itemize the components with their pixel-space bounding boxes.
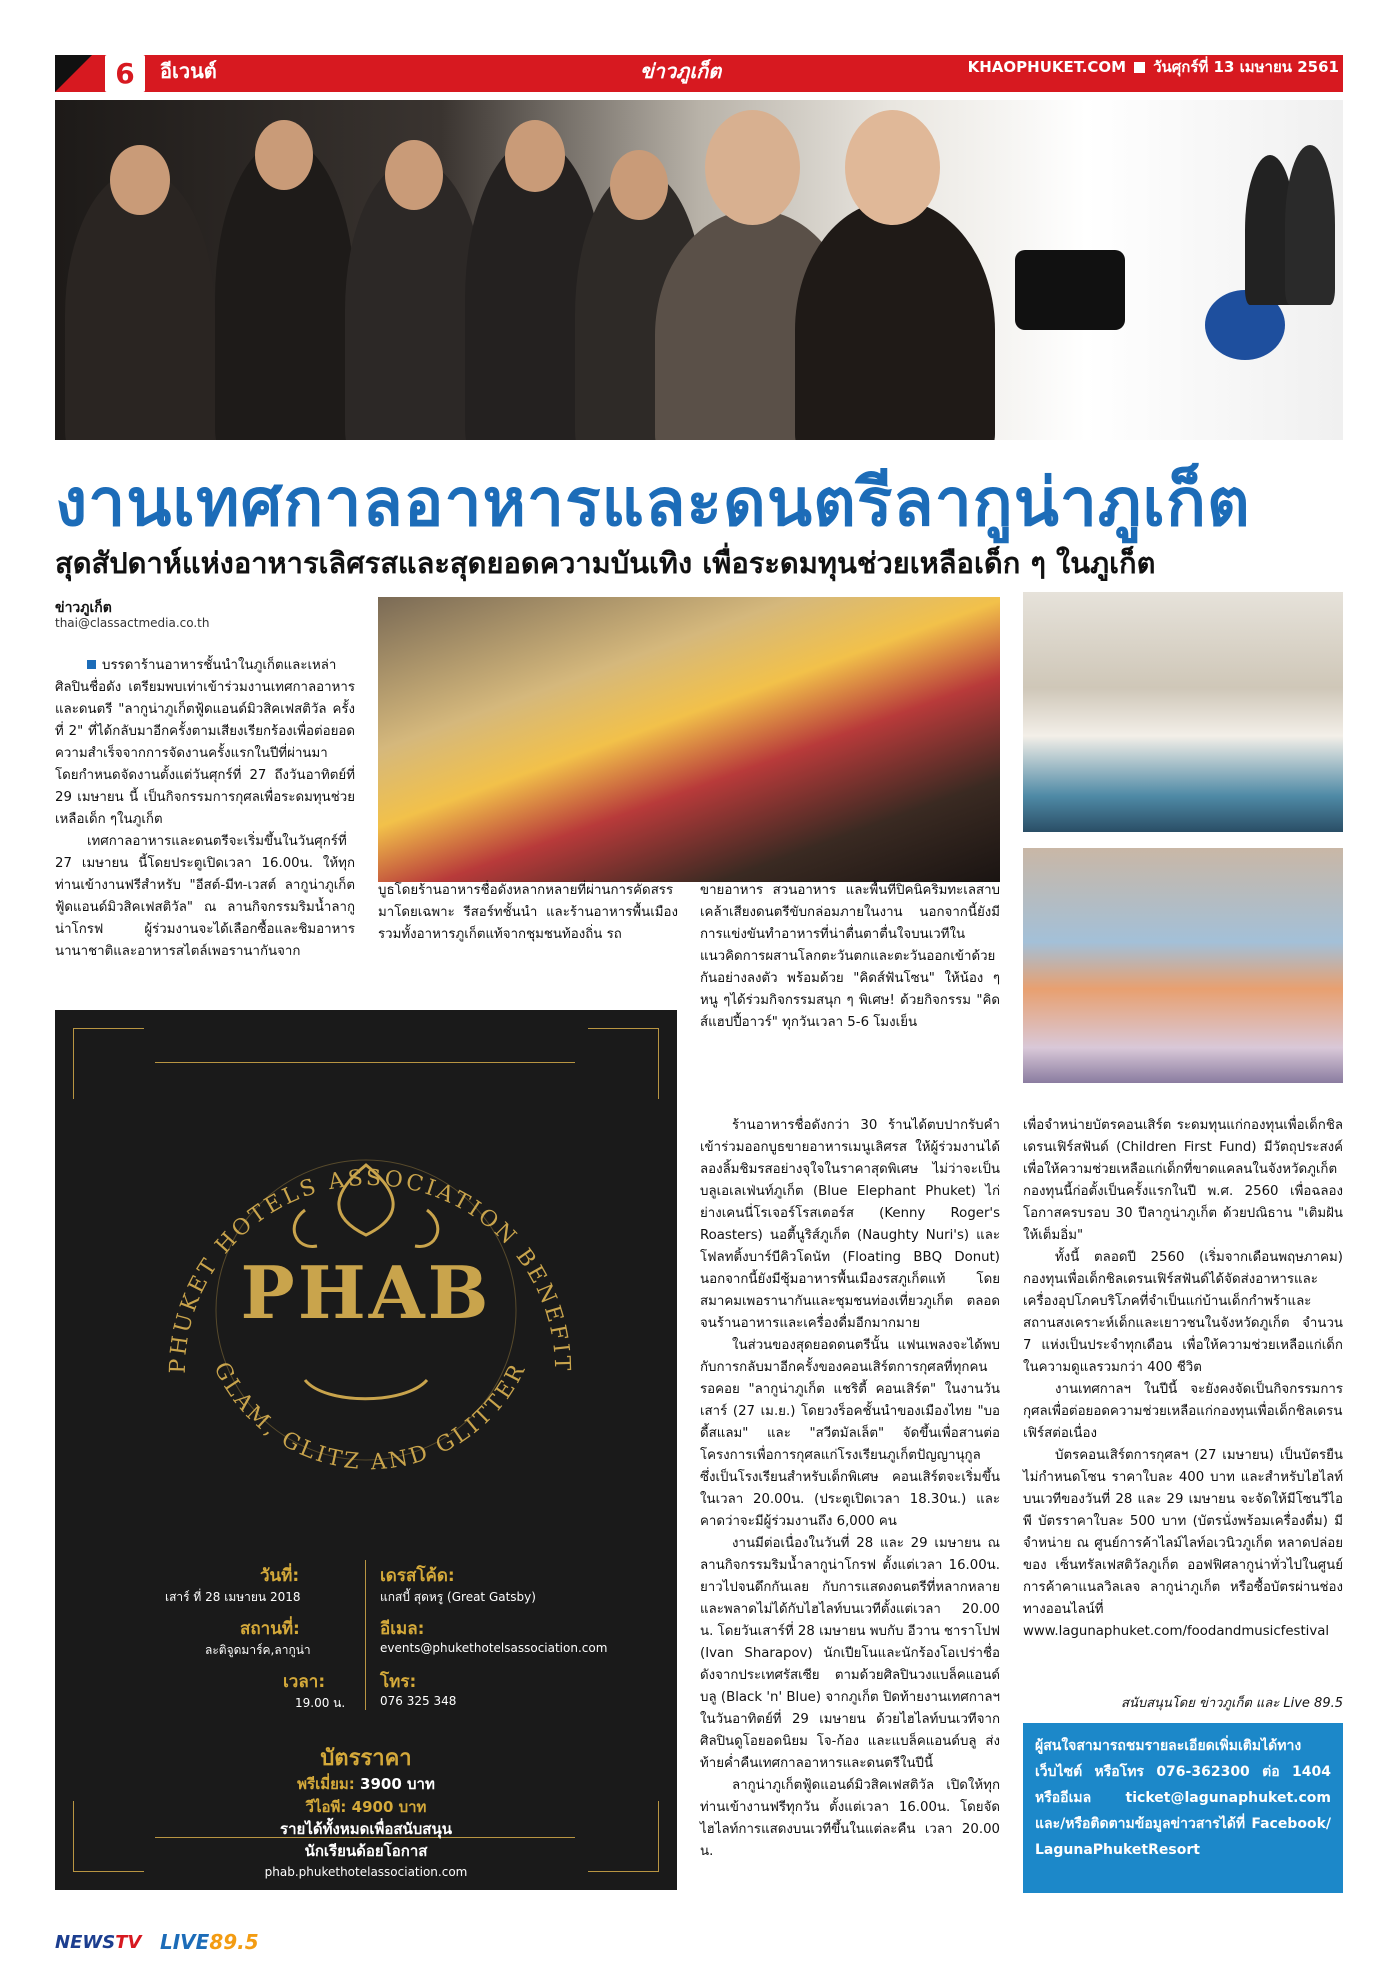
ad-note-line-1: รายได้ทั้งหมดเพื่อสนับสนุน: [280, 1820, 452, 1838]
hero-figure-head: [845, 110, 940, 225]
page-number: 6: [105, 55, 145, 92]
article-paragraph: ในส่วนของสุดยอดดนตรีนั้น แฟนเพลงจะได้พบกับการกลับมาอีกครั้งของคอนเสิร์ตการกุศลที่ทุกคนรอคอย "ลากูน่าภูเก็ต แชริตี้ คอนเสิร์ต" ในงานวันเสาร์ (27 เม.ย.) โดยวงร็อคชั้นนำของเมืองไทย "บอดี้สแลม" และ "สวีตมัลเล็ต" จัดขึ้นเพื่อสานต่อโครงการเพื่อการกุศลแก่โรงเรียนภูเก็ตปัญญานุกูล ซึ่งเป็นโรงเรียนสำหรับเด็กพิเศษ คอนเสิร์ตจะเริ่มขึ้นในเวลา 20.00น. (ประตูเปิดเวลา 18.30น.) และคาดว่าจะมีผู้ร่วมงานถึง 6,000 คน: [700, 1338, 1000, 1529]
site-name: KHAOPHUKET.COM: [967, 58, 1127, 76]
hero-figure-singer: [795, 200, 995, 440]
ad-vip-label: วีไอพี:: [305, 1798, 347, 1816]
ad-date-value: เสาร์ ที่ 28 เมษายน 2018: [165, 1590, 301, 1604]
article-paragraph: เพื่อจำหน่ายบัตรคอนเสิร์ต ระดมทุนแก่กองทุนเพื่อเด็กชิลเดรนเฟิร์สฟันด์ (Children First Fund) มีวัตถุประสงค์เพื่อให้ความช่วยเหลือแก่เด็กที่ขาดแคลนในจังหวัดภูเก็ต กองทุนนี้ก่อตั้งเป็นครั้งแรกในปี พ.ศ. 2560 เพื่อฉลองโอกาสครบรอบ 30 ปีลากูน่าภูเก็ต ด้วยปณิธาน "เติมฝันให้เต็มอิ่ม": [1023, 1118, 1343, 1243]
ad-email-label: อีเมล:: [380, 1619, 425, 1639]
hero-photo-artists: [55, 100, 1343, 440]
article-paragraph: ลากูน่าภูเก็ตฟู้ดแอนด์มิวสิคเฟสติวัล เปิดให้ทุกท่านเข้างานฟรีทุกวัน ตั้งแต่เวลา 16.00น. โดยจัดไฮไลท์การแสดงบนเวทีขึ้นในแต่ละคืน เวลา 20.00 น.: [700, 1778, 1000, 1859]
ad-dress-value: แกสบี้ สุดหรู (Great Gatsby): [380, 1590, 536, 1604]
ad-time-label: เวลา:: [283, 1672, 326, 1692]
article-paragraph: เทศกาลอาหารและดนตรีจะเริ่มขึ้นในวันศุกร์ที่ 27 เมษายน นี้โดยประตูเปิดเวลา 16.00น. ให้ทุกท่านเข้างานฟรีสำหรับ "อีสต์-มีท-เวสต์ ลากูน่าภูเก็ตฟู้ดแอนด์มิวสิคเฟสติวัล" ณ ลานกิจกรรมริมน้ำลากูน่าโกรฟ ผู้ร่วมงานจะได้เลือกซื้อและชิมอาหารนานาชาติและอาหารสไตล์เพอรานากันจาก: [55, 834, 355, 959]
header-corner-mark: [55, 55, 92, 92]
ad-date-label: วันที่:: [260, 1566, 300, 1586]
separator-square: [1134, 62, 1145, 73]
ad-time-value: 19.00 น.: [295, 1696, 346, 1710]
hero-figure-head: [705, 110, 800, 225]
seafood-buffet-photo: [1023, 848, 1343, 1083]
live-frequency: 89.5: [209, 1930, 259, 1954]
hero-piano: [1015, 250, 1125, 330]
paper-logo: ข่าวภูเก็ต: [640, 59, 722, 83]
hero-figure-head: [385, 140, 443, 210]
phab-advertisement: [55, 1010, 677, 1890]
chef-serving-photo: [1023, 592, 1343, 832]
ad-dress-label: เดรสโค้ด:: [380, 1566, 455, 1586]
news-tv-logo: [55, 1932, 141, 1953]
article-paragraph: ทั้งนี้ ตลอดปี 2560 (เริ่มจากเดือนพฤษภาคม) กองทุนเพื่อเด็กชิลเดรนเฟิร์สฟันด์ได้จัดส่งอาหารและเครื่องอุปโภคบริโภคที่จำเป็นแก่บ้านเด็กกำพร้าและสถานสงเคราะห์เด็กและเยาวชนในจังหวัดภูเก็ต จำนวน 7 แห่งเป็นประจำทุกเดือน เพื่อให้ความช่วยเหลือแก่เด็กในความดูแลรวมกว่า 400 ชีวิต: [1023, 1250, 1343, 1375]
ad-url[interactable]: phab.phukethotelassociation.com: [264, 1865, 468, 1879]
hero-figure-head: [505, 120, 565, 192]
hero-figure: [1285, 145, 1335, 305]
ad-divider: [365, 1560, 366, 1710]
article-paragraph: บัตรคอนเสิร์ตการกุศลฯ (27 เมษายน) เป็นบัตรยืนไม่กำหนดโซน ราคาใบละ 400 บาท และสำหรับไฮไลท์บนเวทีของวันที่ 28 และ 29 เมษายน จะจัดให้มีโซนวีไอพี บัตรราคาใบละ 500 บาท (บัตรนั่งพร้อมเครื่องดื่ม) มีจำหน่าย ณ ศูนย์การค้าไลม์ไลท์อเวนิวภูเก็ต หลาดปล่อยของ เซ็นทรัลเฟสติวัลภูเก็ต ออฟฟิศลากูน่าทั่วไปในศูนย์การค้าคาแนลวิลเลจ ลากูน่าภูเก็ต หรือซื้อบัตรผ่านช่องทางออนไลน์ที่ www.lagunaphuket.com/foodandmusicfestival: [1023, 1448, 1343, 1639]
live-logo-text: LIVE: [160, 1930, 210, 1954]
lead-bullet: [87, 660, 96, 669]
hero-figure-head: [255, 120, 313, 190]
article-column-1: [55, 655, 355, 963]
ad-venue-label: สถานที่:: [240, 1619, 300, 1639]
byline-email[interactable]: thai@classactmedia.co.th: [55, 616, 210, 630]
live-radio-logo: [160, 1930, 259, 1954]
ad-email-value[interactable]: events@phukethotelsassociation.com: [380, 1641, 608, 1655]
tv-logo-text: TV: [115, 1932, 142, 1953]
subheadline: สุดสัปดาห์แห่งอาหารเลิศรสและสุดยอดความบันเทิง เพื่อระดมทุนช่วยเหลือเด็ก ๆ ในภูเก็ต: [55, 546, 1156, 580]
news-logo-text: NEWS: [55, 1932, 116, 1953]
ad-phone-value: 076 325 348: [380, 1694, 457, 1708]
article-paragraph: ร้านอาหารชื่อดังกว่า 30 ร้านได้ตบปากรับคำเข้าร่วมออกบูธขายอาหารเมนูเลิศรส ให้ผู้ร่วมงานได้ลองลิ้มชิมรสอย่างจุใจในราคาสุดพิเศษ ไม่ว่าจะเป็น บลูเอเลเฟ่นท์ภูเก็ต (Blue Elephant Phuket) ไก่ย่างเคนนี่โรเจอร์โรสเตอร์ส (Kenny Roger's Roasters) นอตี้นูริส์ภูเก็ต (Naughty Nuri's) และ โฟลทติ้งบาร์บีคิวโดนัท (Floating BBQ Donut) นอกจากนี้ยังมีซุ้มอาหารพื้นเมืองรสภูเก็ตแท้ โดยสมาคมเพอรานากันและชุมชนท่องเที่ยวภูเก็ต ตลอดจนร้านอาหารและเครื่องดื่มอีกมากมาย: [700, 1118, 1000, 1331]
ad-arc-text-top: PHUKET HOTELS ASSOCIATION BENEFIT: [165, 1165, 575, 1374]
emblem-flourish-icon: [339, 1165, 393, 1235]
article-column-right: [1023, 1115, 1343, 1643]
section-label: อีเวนต์: [160, 59, 217, 83]
ad-arc-text-bottom: GLAM, GLITZ AND GLITTER: [208, 1358, 532, 1476]
ad-premium-value: 3900 บาท: [360, 1775, 435, 1793]
issue-date: วันศุกร์ที่ 13 เมษายน 2561: [1153, 58, 1339, 76]
headline: งานเทศกาลอาหารและดนตรีลากูน่าภูเก็ต: [55, 464, 1251, 541]
contact-info-box: ผู้สนใจสามารถชมรายละเอียดเพิ่มเติมได้ทางเว็บไซต์ หรือโทร 076-362300 ต่อ 1404 หรืออีเมล ticket@lagunaphuket.com และ/หรือติดตามข้อมูลข่าวสารได้ที่ Facebook/ LagunaPhuketResort: [1023, 1723, 1343, 1893]
ad-phone-label: โทร:: [380, 1672, 417, 1692]
byline-name: ข่าวภูเก็ต: [55, 600, 112, 616]
ad-note-line-2: นักเรียนด้อยโอกาส: [304, 1842, 428, 1860]
article-paragraph: บูธโดยร้านอาหารชื่อดังหลากหลายที่ผ่านการคัดสรรมาโดยเฉพาะ รีสอร์ทชั้นนำ และร้านอาหารพื้นเมือง รวมทั้งอาหารภูเก็ตแท้จากชุมชนท้องถิ่น รถ: [378, 883, 678, 942]
article-column-mid: [700, 1115, 1000, 1863]
hero-figure-head: [110, 145, 170, 215]
food-dessert-photo: [378, 597, 1000, 882]
article-paragraph: งานมีต่อเนื่องในวันที่ 28 และ 29 เมษายน ณ ลานกิจกรรมริมน้ำลากูน่าโกรฟ ตั้งแต่เวลา 16.00น. ยาวไปจนดึกกันเลย กับการแสดงดนตรีที่หลากหลาย และพลาดไม่ได้กับไฮไลท์บนเวทีตั้งแต่เวลา 20.00 น. โดยวันเสาร์ที่ 28 เมษายน พบกับ อีวาน ชาราโปฟ (Ivan Sharapov) นักเปียโนและนักร้องโอเปร่าชื่อดังจากประเทศรัสเซีย ตามด้วยศิลปินวงแบล็คแอนด์บลู (Black 'n' Blue) จากภูเก็ต ปิดท้ายงานเทศกาลฯ ในวันอาทิตย์ที่ 29 เมษายน ด้วยไฮไลท์บนเวทีจากศิลปินดูโอยอดนิยม โจ-ก้อง และแบล็คแอนด์บลู ส่งท้ายค่ำคืนเทศกาลอาหารและดนตรีในปีนี้: [700, 1536, 1000, 1771]
ad-price-vip: [55, 1795, 677, 1819]
ad-venue-value: ละติจูดมาร์ค,ลากูน่า: [205, 1643, 311, 1657]
hero-figure-head: [610, 150, 668, 220]
article-paragraph: งานเทศกาลฯ ในปีนี้ จะยังคงจัดเป็นกิจกรรมการกุศลเพื่อต่อยอดความช่วยเหลือแก่กองทุนเพื่อเด็กชิลเดรนเฟิร์สต่อเนื่อง: [1023, 1382, 1343, 1441]
ad-logo-text: PHAB: [240, 1250, 492, 1335]
sponsor-credit: สนับสนุนโดย ข่าวภูเก็ต และ Live 89.5: [1121, 1696, 1343, 1711]
ad-premium-label: พรีเมี่ยม:: [297, 1775, 355, 1793]
header-site-date: [968, 55, 1339, 92]
ad-price-title: บัตรราคา: [320, 1746, 412, 1771]
article-paragraph: บรรดาร้านอาหารชั้นนำในภูเก็ตและเหล่าศิลปินชื่อดัง เตรียมพบเท่าเข้าร่วมงานเทศกาลอาหารและดนตรี "ลากูน่าภูเก็ตฟู้ดแอนด์มิวสิคเฟสติวัล ครั้งที่ 2" ที่ได้กลับมาอีกครั้งตามเสียงเรียกร้องเพื่อต่อยอดความสำเร็จจากการจัดงานครั้งแรกในปีที่ผ่านมา โดยกำหนดจัดงานตั้งแต่วันศุกร์ที่ 27 ถึงวันอาทิตย์ที่ 29 เมษายน นี้ เป็นกิจกรรมการกุศลเพื่อระดมทุนช่วยเหลือเด็ก ๆในภูเก็ต: [55, 658, 355, 827]
article-column-3: [700, 880, 1000, 1034]
ad-price-premium: [55, 1772, 677, 1796]
article-column-2: [378, 880, 678, 990]
ad-vip-value: 4900 บาท: [351, 1798, 427, 1816]
article-paragraph: ขายอาหาร สวนอาหาร และพื้นที่ปิคนิคริมทะเลสาบ เคล้าเสียงดนตรีขับกล่อมภายในงาน นอกจากนี้ยังมีการแข่งขันทำอาหารที่น่าตื่นตาตื่นใจบนเวทีในแนวคิดการผสานโลกตะวันตกและตะวันออกเข้าด้วยกันอย่างลงตัว พร้อมด้วย "คิดส์ฟันโซน" ให้น้อง ๆ หนู ๆได้ร่วมกิจกรรมสนุก ๆ พิเศษ! ด้วยกิจกรรม "คิดส์แฮปปี้อาวร์" ทุกวันเวลา 5-6 โมงเย็น: [700, 883, 1000, 1030]
